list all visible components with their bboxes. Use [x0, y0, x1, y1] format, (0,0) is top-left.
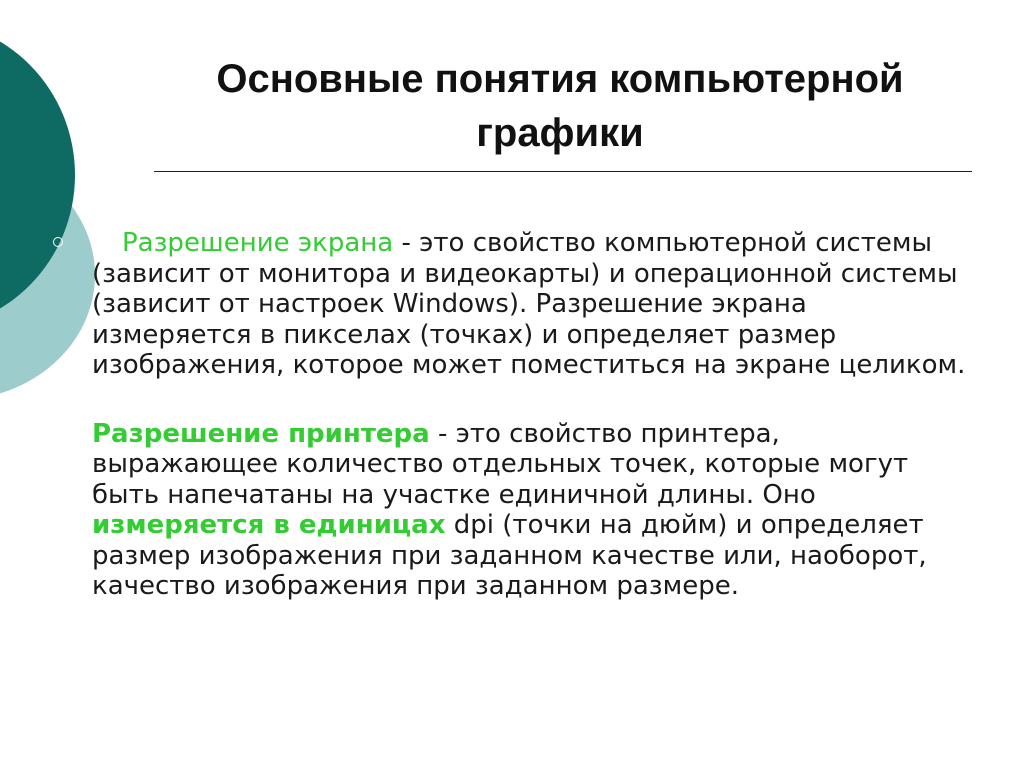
slide-body [92, 228, 972, 602]
paragraph-2-text-2: dpi (точки на дюйм) и определяет размер изображения при заданном качестве или, наоборот, качество изображения при заданном размере. [92, 510, 927, 601]
title-line-2: графики [476, 111, 644, 155]
slide-title [150, 52, 970, 160]
paragraph-1-text: - это свойство компьютерной системы (зависит от монитора и видеокарты) и операционной системы (зависит от настроек Windows). Разрешение экрана измеряется в пикселах (точках) и определяет размер изображения, которое может поместиться на экране целиком. [92, 228, 966, 380]
title-divider [154, 171, 972, 172]
paragraph-printer-resolution [92, 419, 972, 602]
highlight-measured-in-units: измеряется в единицах [92, 510, 446, 540]
paragraph-screen-resolution [92, 228, 972, 381]
term-printer-resolution: Разрешение принтера [92, 418, 430, 449]
bullet-ring-icon [53, 237, 63, 247]
term-screen-resolution: Разрешение экрана [122, 228, 394, 258]
paragraph-2-text-1: - это свойство принтера, выражающее количество отдельных точек, которые могут быть напечатаны на участке единичной длины. Оно [92, 418, 909, 510]
title-line-1: Основные понятия компьютерной [216, 57, 904, 101]
